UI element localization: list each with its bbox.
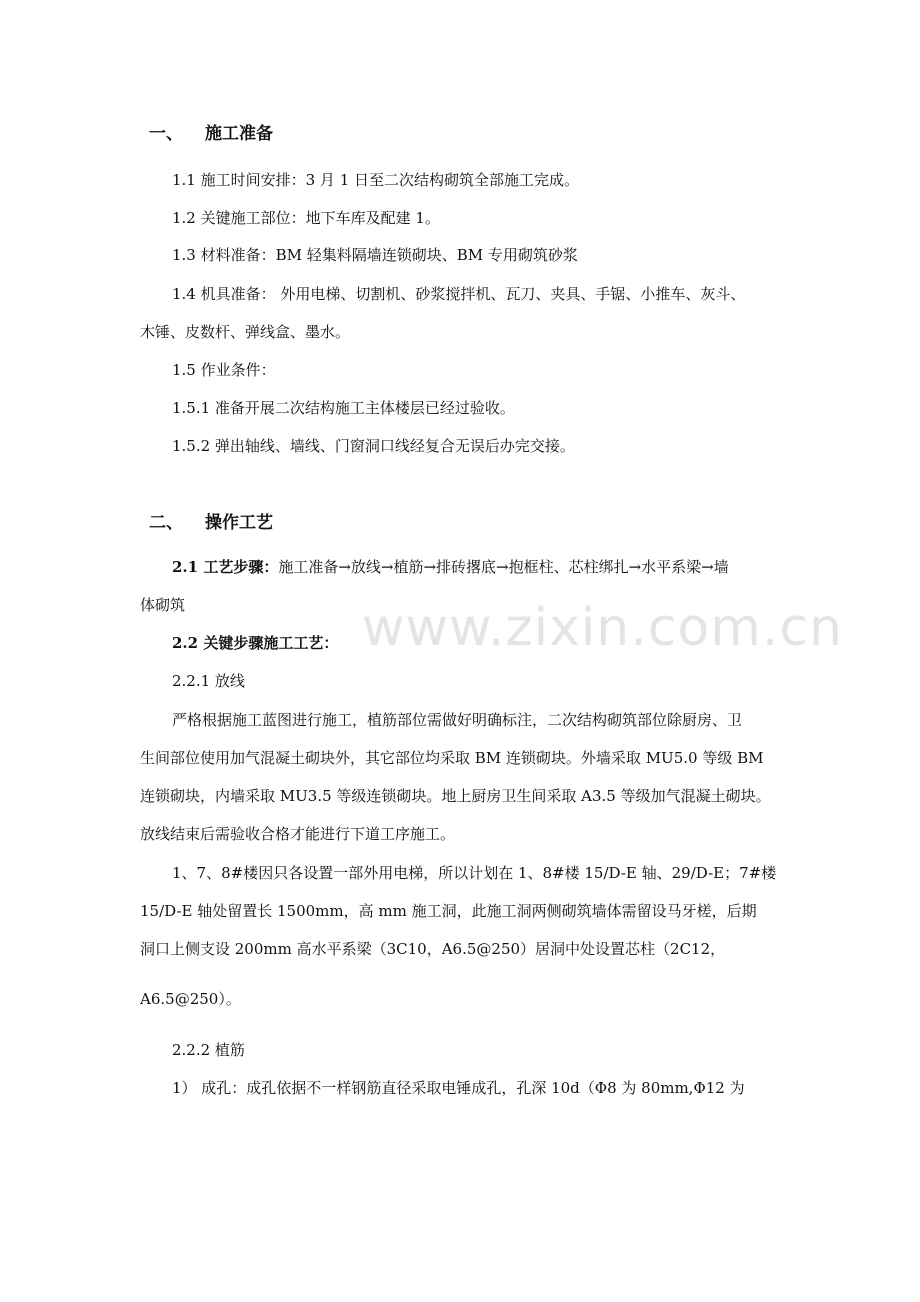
body-line: 洞口上侧支设 200mm 高水平系梁（3C10，A6.5@250）居洞中处设置芯柱（2C12，: [140, 940, 726, 958]
section-heading-1: [149, 124, 797, 144]
paragraph-1-3: 1.3 材料准备：BM 轻集料隔墙连锁砌块、BM 专用砌筑砂浆: [172, 246, 578, 264]
section-title: 施工准备: [205, 124, 273, 144]
body-line: 1） 成孔：成孔依据不一样钢筋直径采取电锤成孔，孔深 10d（Φ8 为 80mm,Φ12 为: [172, 1079, 745, 1097]
section-title: 操作工艺: [205, 513, 273, 533]
body-line: 严格根据施工蓝图进行施工，植筋部位需做好明确标注，二次结构砌筑部位除厨房、卫: [172, 711, 743, 729]
paragraph-1-5: 1.5 作业条件：: [172, 361, 276, 379]
paragraph-2-1: [172, 557, 788, 577]
paragraph-1-2: 1.2 关键施工部位：地下车库及配建 1。: [172, 209, 440, 227]
step-text: 施工准备→放线→植筋→排砖撂底→抱框柱、芯柱绑扎→水平系梁→墙: [278, 558, 729, 576]
section-number: 二、: [149, 513, 183, 533]
paragraph-1-5-2: 1.5.2 弹出轴线、墙线、门窗洞口线经复合无误后办完交接。: [172, 437, 575, 455]
paragraph-2-2-2: 2.2.2 植筋: [172, 1041, 245, 1059]
section-number: 一、: [149, 124, 183, 144]
paragraph-2-2-1: 2.2.1 放线: [172, 672, 245, 690]
body-line: 1、7、8#楼因只各设置一部外用电梯，所以计划在 1、8#楼 15/D-E 轴、29/D-E；7#楼: [172, 864, 777, 882]
paragraph-1-4: 1.4 机具准备： 外用电梯、切割机、砂浆搅拌机、瓦刀、夹具、手锯、小推车、灰斗、: [172, 285, 746, 303]
body-line: 生间部位使用加气混凝土砌块外，其它部位均采取 BM 连锁砌块。外墙采取 MU5.0 等级 BM: [140, 749, 764, 767]
body-line: A6.5@250）。: [140, 990, 241, 1008]
paragraph-1-5-1: 1.5.1 准备开展二次结构施工主体楼层已经过验收。: [172, 399, 515, 417]
body-line: 放线结束后需验收合格才能进行下道工序施工。: [140, 825, 456, 843]
body-line: 连锁砌块，内墙采取 MU3.5 等级连锁砌块。地上厨房卫生间采取 A3.5 等级加气混凝土砌块。: [140, 787, 771, 805]
paragraph-1-4-cont: 木锤、皮数杆、弹线盒、墨水。: [140, 323, 351, 341]
paragraph-2-2: 2.2 关键步骤施工工艺：: [172, 634, 339, 652]
paragraph-1-1: 1.1 施工时间安排：3 月 1 日至二次结构砌筑全部施工完成。: [172, 171, 580, 189]
paragraph-2-1-cont: 体砌筑: [140, 596, 186, 614]
body-line: 15/D-E 轴处留置长 1500mm，高 mm 施工洞，此施工洞两侧砌筑墙体需留设马牙槎，后期: [140, 902, 757, 920]
watermark: www.zixin.com.cn: [362, 598, 843, 658]
step-label: 2.1 工艺步骤：: [172, 558, 279, 576]
section-heading-2: [149, 513, 797, 533]
